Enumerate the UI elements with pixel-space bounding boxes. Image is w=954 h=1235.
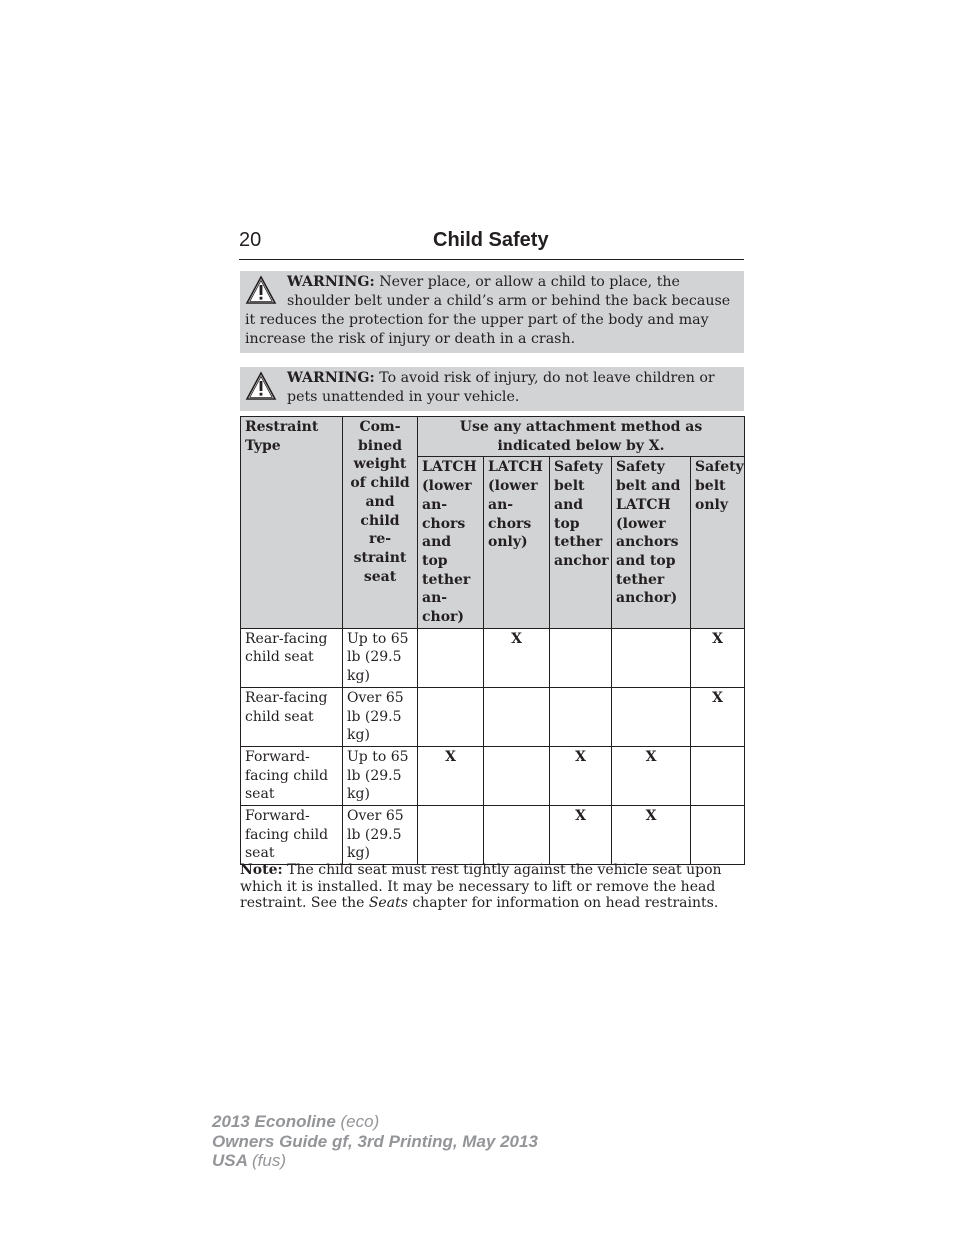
header-combined-weight: Com- bined weight of child and child re- straint seat — [343, 417, 418, 629]
warning-triangle-icon — [245, 371, 277, 401]
method-mark — [691, 746, 745, 805]
note-seats-reference: Seats — [368, 895, 408, 911]
method-mark — [691, 806, 745, 865]
method-mark — [550, 687, 612, 746]
method-mark: X — [691, 628, 745, 687]
page-number: 20 — [239, 229, 262, 251]
weight-cell: Over 65 lb (29.5 kg) — [343, 806, 418, 865]
method-mark — [418, 687, 484, 746]
warning-box-shoulder-belt — [240, 271, 744, 353]
method-mark — [418, 628, 484, 687]
table-row — [241, 746, 745, 805]
warning-text: To avoid risk of injury, do not leave children or pets unattended in your vehicle. — [287, 370, 715, 405]
footer-line-guide: Owners Guide gf, 3rd Printing, May 2013 — [212, 1131, 538, 1151]
method-mark — [418, 806, 484, 865]
method-mark — [550, 628, 612, 687]
note-text-end: chapter for information on head restraints. — [412, 895, 719, 911]
footer-line-region — [212, 1151, 538, 1171]
warning-label: WARNING: — [287, 370, 375, 386]
method-mark — [612, 628, 691, 687]
method-mark: X — [550, 806, 612, 865]
header-restraint-type: Restraint Type — [241, 417, 343, 629]
weight-cell: Over 65 lb (29.5 kg) — [343, 687, 418, 746]
child-restraint-table — [240, 416, 745, 865]
header-method-latch-tether: LATCH (lower an- chors and top tether an- chor) — [418, 457, 484, 628]
footer-region-code: (fus) — [252, 1151, 286, 1170]
method-mark — [612, 687, 691, 746]
restraint-type-cell: Rear-facing child seat — [241, 628, 343, 687]
header-method-belt-latch: Safety belt and LATCH (lower anchors and top tether anchor) — [612, 457, 691, 628]
method-mark: X — [612, 806, 691, 865]
footer-model-code: (eco) — [340, 1112, 380, 1131]
note-text: The child seat must rest tightly against the vehicle seat upon which it is installed. It may be necessary to lift or remove the head restraint. See the — [240, 862, 722, 911]
header-method-belt-tether: Safety belt and top tether anchor — [550, 457, 612, 628]
section-title: Child Safety — [433, 229, 549, 251]
weight-cell: Up to 65 lb (29.5 kg) — [343, 628, 418, 687]
page-header — [239, 229, 744, 260]
note-label: Note: — [240, 862, 283, 878]
table-row — [241, 806, 745, 865]
method-mark: X — [612, 746, 691, 805]
method-mark: X — [550, 746, 612, 805]
warning-label: WARNING: — [287, 274, 375, 290]
method-mark: X — [484, 628, 550, 687]
header-method-latch-only: LATCH (lower an- chors only) — [484, 457, 550, 628]
footer-region: USA — [212, 1151, 248, 1170]
warning-text: Never place, or allow a child to place, the shoulder belt under a child’s arm or behind the back because it reduces the protection for the upper part of the body and may increase the risk of injury or death in a crash. — [245, 274, 731, 347]
weight-cell: Up to 65 lb (29.5 kg) — [343, 746, 418, 805]
restraint-type-cell: Forward- facing child seat — [241, 806, 343, 865]
method-mark: X — [691, 687, 745, 746]
restraint-type-cell: Forward- facing child seat — [241, 746, 343, 805]
footer-model: 2013 Econoline — [212, 1112, 336, 1131]
table-row — [241, 628, 745, 687]
method-mark — [484, 687, 550, 746]
method-mark — [484, 806, 550, 865]
header-attachment-method: Use any attachment method as indicated below by X. — [418, 417, 745, 457]
table-row — [241, 687, 745, 746]
warning-triangle-icon — [245, 275, 277, 305]
footer-line-model — [212, 1112, 538, 1132]
warning-box-unattended — [240, 367, 744, 411]
method-mark: X — [418, 746, 484, 805]
method-mark — [484, 746, 550, 805]
restraint-type-cell: Rear-facing child seat — [241, 687, 343, 746]
note-paragraph — [240, 862, 744, 912]
page-footer — [212, 1112, 538, 1171]
header-method-belt-only: Safety belt only — [691, 457, 745, 628]
